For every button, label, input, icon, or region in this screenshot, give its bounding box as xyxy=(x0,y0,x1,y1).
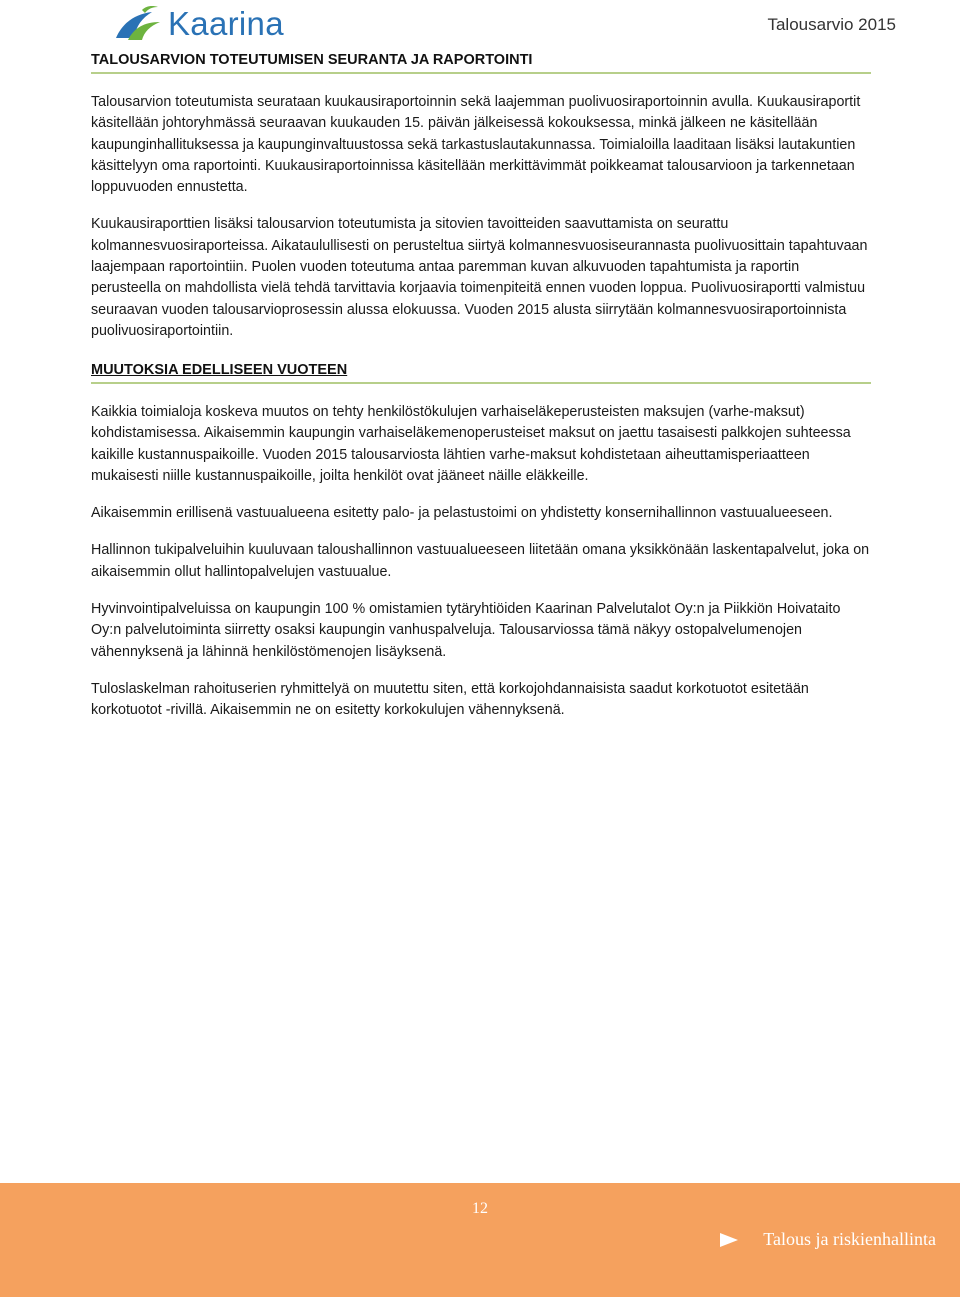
section-heading xyxy=(91,362,871,384)
paragraph: Kaikkia toimialoja koskeva muutos on tehty henkilöstökulujen varhaiseläkeperusteisten maksujen (varhe-maksut) kohdistamisessa. Aikaisemmin kaupungin varhaiseläkemenoperusteiset maksut on jaettu tasaisesti palkkojen suhteessa kaikille kustannuspaikoille. Vuoden 2015 talousarviosta lähtien varhe-maksut kohdistetaan aiheuttamisperiaatteen mukaisesti niille kustannuspaikoille, joilta henkilöt ovat jääneet näille eläkkeille. xyxy=(91,404,851,484)
paragraph: Hallinnon tukipalveluihin kuuluvaan taloushallinnon vastuualueeseen liitetään omana yksikkönään laskentapalvelut, joka on aikaisemmin ollut hallintopalvelujen vastuualue. xyxy=(91,542,870,580)
paragraph: Kuukausiraporttien lisäksi talousarvion toteutumista ja sitovien tavoitteiden saavuttamista on seurattu kolmannesvuosiraporteissa. Aikataulullisesti on perusteltua siirtyä kolmannesvuosiseurannasta puolivuosittain tapahtuvaan laajempaan raportointiin. Puolen vuoden toteutuma antaa paremman kuvan alkuvuoden tapahtumista ja raportin perusteella on mahdollista vielä tehdä tarvittavia korjaavia toimenpiteitä ennen vuoden loppua. Puolivuosiraportti valmistuu seuraavan vuoden talousarvioprosessin alussa elokuussa. Vuoden 2015 alusta siirrytään kolmannesvuosiraportoinnista puolivuosiraportointiin. xyxy=(91,216,868,339)
section-heading: TALOUSARVION TOTEUTUMISEN SEURANTA JA RAPORTOINTI xyxy=(91,52,871,74)
section-heading-text: MUUTOKSIA EDELLISEEN VUOTEEN xyxy=(91,362,348,378)
section-body xyxy=(91,92,871,342)
page-header xyxy=(0,0,960,50)
paragraph: Hyvinvointipalveluissa on kaupungin 100 % omistamien tytäryhtiöiden Kaarinan Palvelutalot Oy:n ja Piikkiön Hoivataito Oy:n palvelutoiminta siirretty osaksi kaupungin vanhuspalveluja. Talousarviossa tämä näkyy ostopalvelumenojen vähennyksenä ja lähinnä henkilöstömenojen lisäyksenä. xyxy=(91,601,841,660)
section-changes xyxy=(91,362,871,738)
paragraph: Aikaisemmin erillisenä vastuualueena esitetty palo- ja pelastustoimi on yhdistetty konsernihallinnon vastuualueeseen. xyxy=(91,505,833,522)
logo-wordmark: Kaarina xyxy=(168,5,284,42)
arrow-right-icon xyxy=(720,1233,738,1247)
section-budget-monitoring xyxy=(91,52,871,358)
page-footer xyxy=(0,1183,960,1297)
wave-logo-icon xyxy=(112,4,164,44)
paragraph: Talousarvion toteutumista seurataan kuukausiraportoinnin sekä laajemman puolivuosiraportoinnin avulla. Kuukausiraportit käsitellään johtoryhmässä seuraavan kuukauden 15. päivän jälkeisessä kokouksessa, minkä jälkeen ne käsitellään kaupunginhallituksessa ja kaupunginvaltuustossa sekä tarkastuslautakunnassa. Toimialoilla laaditaan lisäksi lautakuntien käsittelyyn oma raportointi. Kuukausiraportoinnissa käsitellään merkittävimmät poikkeamat talousarvioon ja tarkennetaan loppuvuoden ennustetta. xyxy=(91,94,861,196)
kaarina-logo xyxy=(112,4,284,44)
document-title: Talousarvio 2015 xyxy=(767,15,896,34)
paragraph: Tuloslaskelman rahoituserien ryhmittelyä on muutettu siten, että korkojohdannaisista saadut korkotuotot esitetään korkotuotot -rivillä. Aikaisemmin ne on esitetty korkokulujen vähennyksenä. xyxy=(91,680,809,719)
page-number: 12 xyxy=(472,1200,488,1217)
footer-section-label: Talous ja riskienhallinta xyxy=(763,1229,936,1249)
section-body xyxy=(91,402,871,722)
